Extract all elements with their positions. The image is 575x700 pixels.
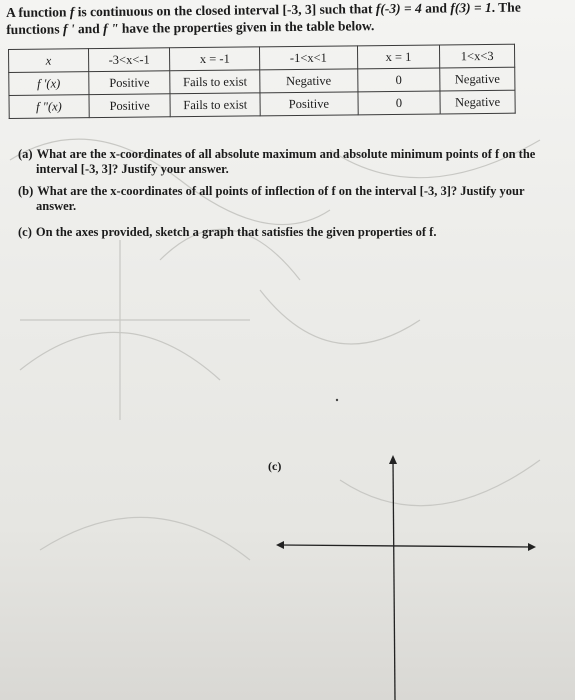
intro-text-2: is continuous on the closed interval [-3, 3] such that [74, 1, 376, 20]
condition-left: f(-3) = 4 [375, 0, 422, 17]
table-header-cell: x = -1 [170, 47, 260, 71]
y-axis-arrow-up [389, 455, 397, 464]
function-symbol: f [69, 4, 75, 20]
table-header-cell: -3<x<-1 [88, 48, 170, 72]
table-cell: Positive [88, 71, 170, 95]
table-cell: 0 [358, 91, 441, 115]
table-cell: Fails to exist [170, 93, 260, 117]
condition-right: f(3) = 1 [450, 0, 492, 16]
intro-text-1: A function [6, 4, 70, 20]
table-header-cell: x [9, 49, 89, 73]
intro-text-5: have the properties given in the table below. [118, 18, 375, 36]
table-cell: Positive [260, 92, 358, 116]
y-axis [393, 460, 395, 700]
table-cell: Fails to exist [170, 70, 260, 94]
paper-speck [336, 399, 338, 401]
row-label: f "(x) [9, 95, 89, 119]
intro-text-4: functions [6, 21, 63, 37]
intro-text-3: . The [491, 0, 521, 15]
row-label: f '(x) [9, 72, 89, 96]
intro-and: and [421, 0, 451, 16]
table-cell: Negative [260, 69, 358, 93]
table-cell: Negative [440, 90, 515, 114]
question-label: (a) [18, 147, 33, 161]
table-cell: Positive [89, 94, 171, 118]
question-text: What are the x-coordinates of all points of inflection of f on the interval [-3, 3]? Justify your [37, 184, 525, 198]
table-cell: Negative [440, 67, 515, 91]
question-text-continued: interval [-3, 3]? Justify your answer. [36, 162, 229, 176]
question-text-continued: answer. [36, 199, 77, 213]
question-text: On the axes provided, sketch a graph that satisfies the given properties of f. [35, 225, 437, 239]
question-label: (b) [18, 184, 34, 198]
graph-label: (c) [268, 459, 282, 473]
x-axis-arrow-right [528, 543, 536, 551]
table-header-cell: 1<x<3 [440, 44, 515, 68]
second-derivative-symbol: f " [102, 20, 119, 36]
table-header-cell: -1<x<1 [259, 46, 357, 70]
table-cell: 0 [357, 68, 440, 92]
table-header-cell: x = 1 [357, 45, 440, 69]
question-text: What are the x-coordinates of all absolute maximum and absolute minimum points of f on the [36, 147, 536, 161]
intro-and-2: and [74, 20, 104, 37]
x-axis-arrow-left [276, 541, 284, 549]
x-axis [280, 545, 532, 547]
question-label: (c) [18, 225, 32, 239]
first-derivative-symbol: f ' [62, 21, 75, 37]
